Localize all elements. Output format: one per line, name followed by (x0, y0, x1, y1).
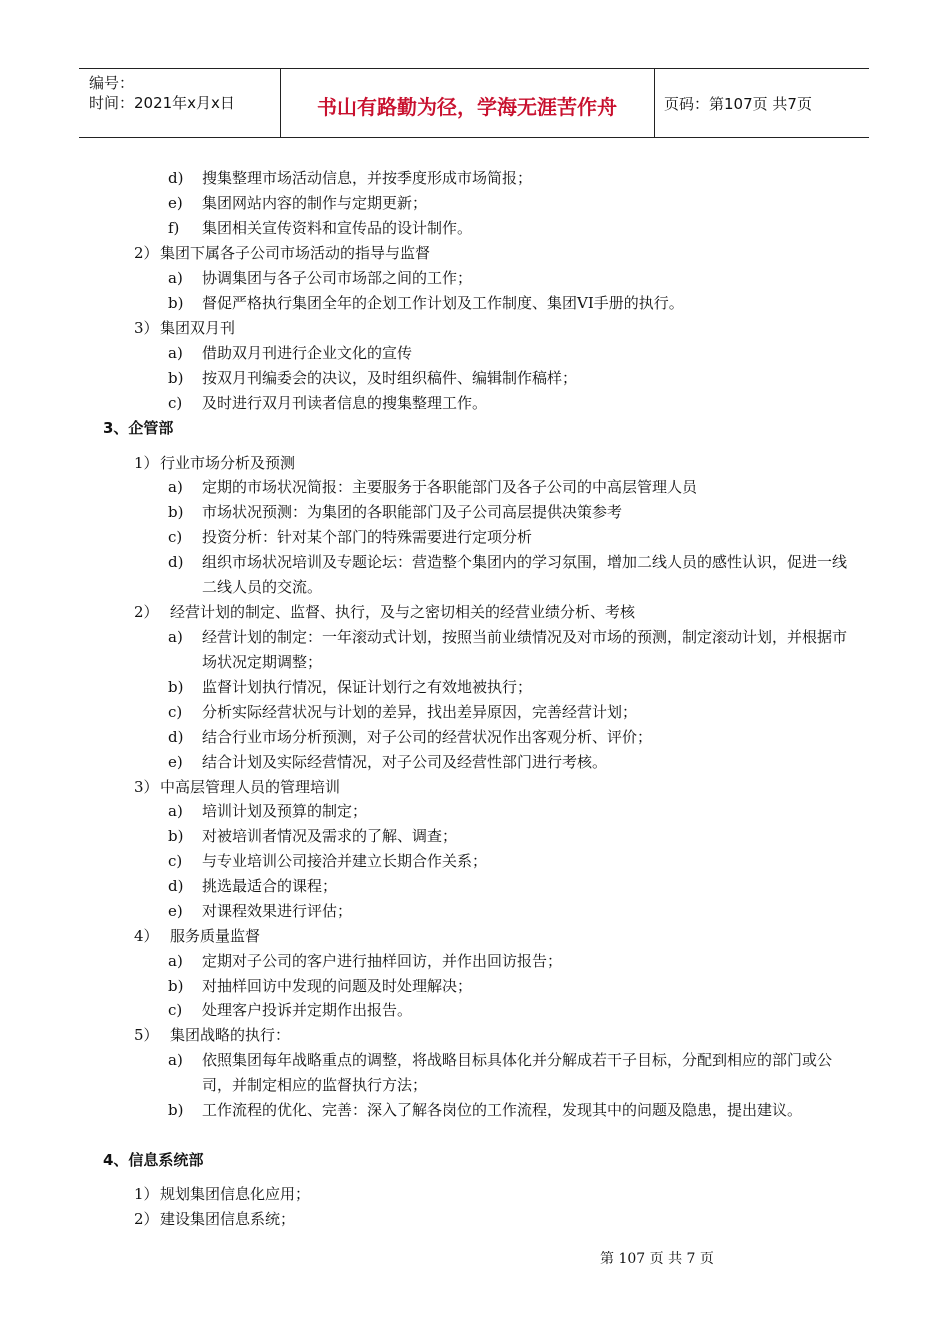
list-text: 行业市场分析及预测 (160, 454, 296, 472)
list-text: 定期对子公司的客户进行抽样回访，并作出回访报告； (202, 952, 563, 970)
header-left-cell (79, 69, 281, 137)
list-text: 挑选最适合的课程； (202, 877, 338, 895)
time-label: 时间：2021年x月x日 (89, 94, 235, 112)
list-marker: f) (168, 219, 180, 237)
list-text: 组织市场状况培训及专题论坛：营造整个集团内的学习氛围，增加二线人员的感性认识，促进一线二线人员的交流。 (202, 553, 848, 596)
page-footer: 第 107 页 共 7 页 (600, 1251, 714, 1267)
list-marker: 3） (134, 319, 159, 337)
list-text: 集团网站内容的制作与定期更新； (202, 194, 428, 212)
list-text: 搜集整理市场活动信息，并按季度形成市场简报； (202, 169, 533, 187)
list-marker: e) (168, 194, 183, 212)
list-marker: b) (168, 369, 184, 387)
list-text: 规划集团信息化应用； (160, 1185, 311, 1203)
list-text: 及时进行双月刊读者信息的搜集整理工作。 (202, 394, 488, 412)
list-text: 中高层管理人员的管理培训 (160, 778, 341, 796)
list-marker: e) (168, 902, 183, 920)
list-marker: 2） (134, 1210, 159, 1228)
list-text: 经营计划的制定、监督、执行，及与之密切相关的经营业绩分析、考核 (170, 603, 636, 621)
list-marker: b) (168, 678, 184, 696)
list-marker: 3） (134, 778, 159, 796)
list-item (168, 1050, 858, 1100)
list-marker: a) (168, 628, 183, 646)
list-text: 处理客户投诉并定期作出报告。 (202, 1001, 413, 1019)
list-marker: b) (168, 827, 184, 845)
list-item (168, 1100, 858, 1150)
list-marker: d) (168, 728, 184, 746)
list-marker: d) (168, 877, 184, 895)
list-text: 对抽样回访中发现的问题及时处理解决； (202, 977, 473, 995)
list-item (168, 552, 858, 602)
list-text: 集团战略的执行： (170, 1026, 291, 1044)
list-text: 培训计划及预算的制定； (202, 802, 368, 820)
list-text: 投资分析：针对某个部门的特殊需要进行定项分析 (202, 528, 533, 546)
list-marker: 1） (134, 454, 159, 472)
list-marker: a) (168, 952, 183, 970)
list-marker: 2） (134, 244, 159, 262)
list-marker: c) (168, 528, 183, 546)
header-center-cell (280, 69, 655, 137)
list-text: 监督计划执行情况，保证计划行之有效地被执行； (202, 678, 533, 696)
list-marker: a) (168, 344, 183, 362)
list-text: 建设集团信息系统； (160, 1210, 296, 1228)
list-text: 集团相关宣传资料和宣传品的设计制作。 (202, 219, 473, 237)
list-text: 工作流程的优化、完善：深入了解各岗位的工作流程，发现其中的问题及隐患，提出建议。 (202, 1101, 803, 1119)
list-marker: b) (168, 503, 184, 521)
list-text: 结合计划及实际经营情况，对子公司及经营性部门进行考核。 (202, 753, 608, 771)
list-text: 按双月刊编委会的决议，及时组织稿件、编辑制作稿样； (202, 369, 578, 387)
list-text: 借助双月刊进行企业文化的宣传 (202, 344, 413, 362)
list-marker: 4） (134, 927, 159, 945)
list-text: 定期的市场状况简报：主要服务于各职能部门及各子公司的中高层管理人员 (202, 478, 698, 496)
motto: 书山有路勤为径，学海无涯苦作舟 (317, 95, 617, 119)
list-text: 集团下属各子公司市场活动的指导与监督 (160, 244, 431, 262)
list-marker: e) (168, 753, 183, 771)
section-heading: 3、企管部 (103, 419, 174, 437)
list-marker: c) (168, 1001, 183, 1019)
list-marker: c) (168, 394, 183, 412)
list-marker: d) (168, 169, 184, 187)
page-header (79, 68, 869, 138)
page-info: 页码：第107页 共7页 (664, 95, 812, 113)
list-marker: b) (168, 294, 184, 312)
list-text: 集团双月刊 (160, 319, 236, 337)
list-marker: b) (168, 977, 184, 995)
list-text: 与专业培训公司接洽并建立长期合作关系； (202, 852, 488, 870)
list-text: 结合行业市场分析预测，对子公司的经营状况作出客观分析、评价； (202, 728, 653, 746)
list-marker: a) (168, 802, 183, 820)
list-marker: d) (168, 553, 184, 571)
list-marker: b) (168, 1101, 184, 1119)
header-right-cell (654, 69, 869, 137)
number-label: 编号： (89, 74, 135, 92)
list-marker: a) (168, 478, 183, 496)
list-item (168, 627, 858, 677)
list-text: 服务质量监督 (170, 927, 261, 945)
list-text: 市场状况预测：为集团的各职能部门及子公司高层提供决策参考 (202, 503, 623, 521)
list-marker: 5） (134, 1026, 159, 1044)
list-text: 对被培训者情况及需求的了解、调查； (202, 827, 458, 845)
section-heading: 4、信息系统部 (103, 1151, 204, 1169)
list-marker: a) (168, 1051, 183, 1069)
list-text: 经营计划的制定：一年滚动式计划，按照当前业绩情况及对市场的预测，制定滚动计划，并根据市场状况定期调整； (202, 628, 848, 671)
list-marker: 2） (134, 603, 159, 621)
list-text: 督促严格执行集团全年的企划工作计划及工作制度、集团VI手册的执行。 (202, 294, 684, 312)
list-text: 对课程效果进行评估； (202, 902, 353, 920)
list-marker: c) (168, 852, 183, 870)
list-text: 协调集团与各子公司市场部之间的工作； (202, 269, 473, 287)
list-text: 分析实际经营状况与计划的差异，找出差异原因，完善经营计划； (202, 703, 638, 721)
list-text: 依照集团每年战略重点的调整，将战略目标具体化并分解成若干子目标，分配到相应的部门或公司，并制定相应的监督执行方法； (202, 1051, 833, 1094)
list-marker: a) (168, 269, 183, 287)
list-marker: 1） (134, 1185, 159, 1203)
list-marker: c) (168, 703, 183, 721)
